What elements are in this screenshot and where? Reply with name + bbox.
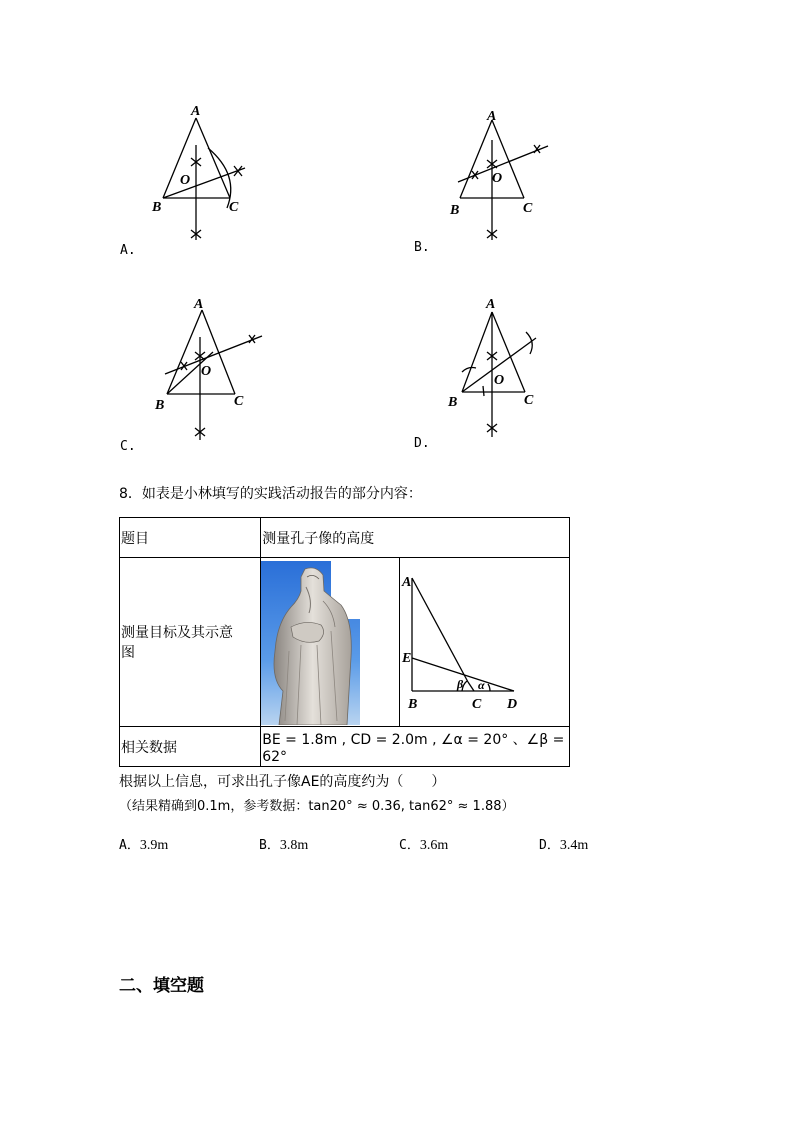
choice-b[interactable]: B．3.8m — [259, 838, 309, 853]
choice-d[interactable]: D．3.4m — [539, 838, 589, 853]
vertex-a-label: A — [191, 104, 201, 119]
statue-photo-cell — [261, 558, 400, 727]
option-a-label: A. — [120, 243, 136, 258]
vertex-c-label: C — [524, 393, 534, 408]
choice-a[interactable]: A．3.9m — [119, 838, 169, 853]
point-o-label: O — [201, 364, 212, 379]
point-o-label: O — [494, 373, 505, 388]
vertex-b-label: B — [448, 395, 458, 410]
figure-option-a — [130, 100, 260, 245]
row-title-label: 题目 — [120, 518, 261, 558]
choice-c[interactable]: C．3.6m — [399, 838, 449, 853]
section-title: 二、填空题 — [119, 976, 204, 996]
diagram-angle-alpha: α — [477, 678, 485, 692]
option-c-label: C. — [120, 439, 136, 454]
diagram-point-b: B — [407, 697, 418, 712]
row-target-label: 测量目标及其示意 图 — [120, 558, 261, 727]
diagram-angle-beta: β — [456, 677, 464, 691]
diagram-cell — [399, 558, 569, 727]
option-b-label: B. — [414, 240, 430, 255]
vertex-c-label: C — [229, 200, 239, 215]
question-8-prompt: 根据以上信息，可求出孔子像AE的高度约为（ ） — [119, 774, 446, 790]
vertex-a-label: A — [486, 297, 496, 312]
diagram-point-c: C — [471, 697, 482, 712]
activity-report-table — [119, 517, 570, 767]
vertex-b-label: B — [155, 398, 165, 413]
vertex-a-label: A — [487, 109, 497, 124]
point-o-label: O — [492, 171, 503, 186]
diagram-point-a: A — [401, 575, 412, 590]
measurement-diagram — [400, 558, 569, 726]
question-8-note: （结果精确到0.1m，参考数据：tan20° ≈ 0.36, tan62° ≈ 1.88） — [119, 799, 515, 814]
vertex-c-label: C — [234, 394, 244, 409]
figure-option-b — [430, 100, 560, 245]
figure-option-c — [145, 292, 275, 442]
point-o-label: O — [180, 173, 191, 188]
confucius-statue-photo — [261, 561, 360, 725]
row-data-label: 相关数据 — [120, 727, 261, 767]
figure-option-d — [440, 292, 570, 442]
vertex-b-label: B — [450, 203, 460, 218]
diagram-point-e: E — [401, 651, 412, 666]
vertex-a-label: A — [194, 297, 204, 312]
row-data-value: BE = 1.8m , CD = 2.0m , ∠α = 20° 、∠β = 62° — [261, 727, 570, 767]
vertex-c-label: C — [523, 201, 533, 216]
vertex-b-label: B — [152, 200, 162, 215]
diagram-point-d: D — [506, 697, 518, 712]
option-d-label: D. — [414, 436, 430, 451]
question-8-stem: 8．如表是小林填写的实践活动报告的部分内容： — [119, 486, 422, 502]
row-title-value: 测量孔子像的高度 — [261, 518, 570, 558]
